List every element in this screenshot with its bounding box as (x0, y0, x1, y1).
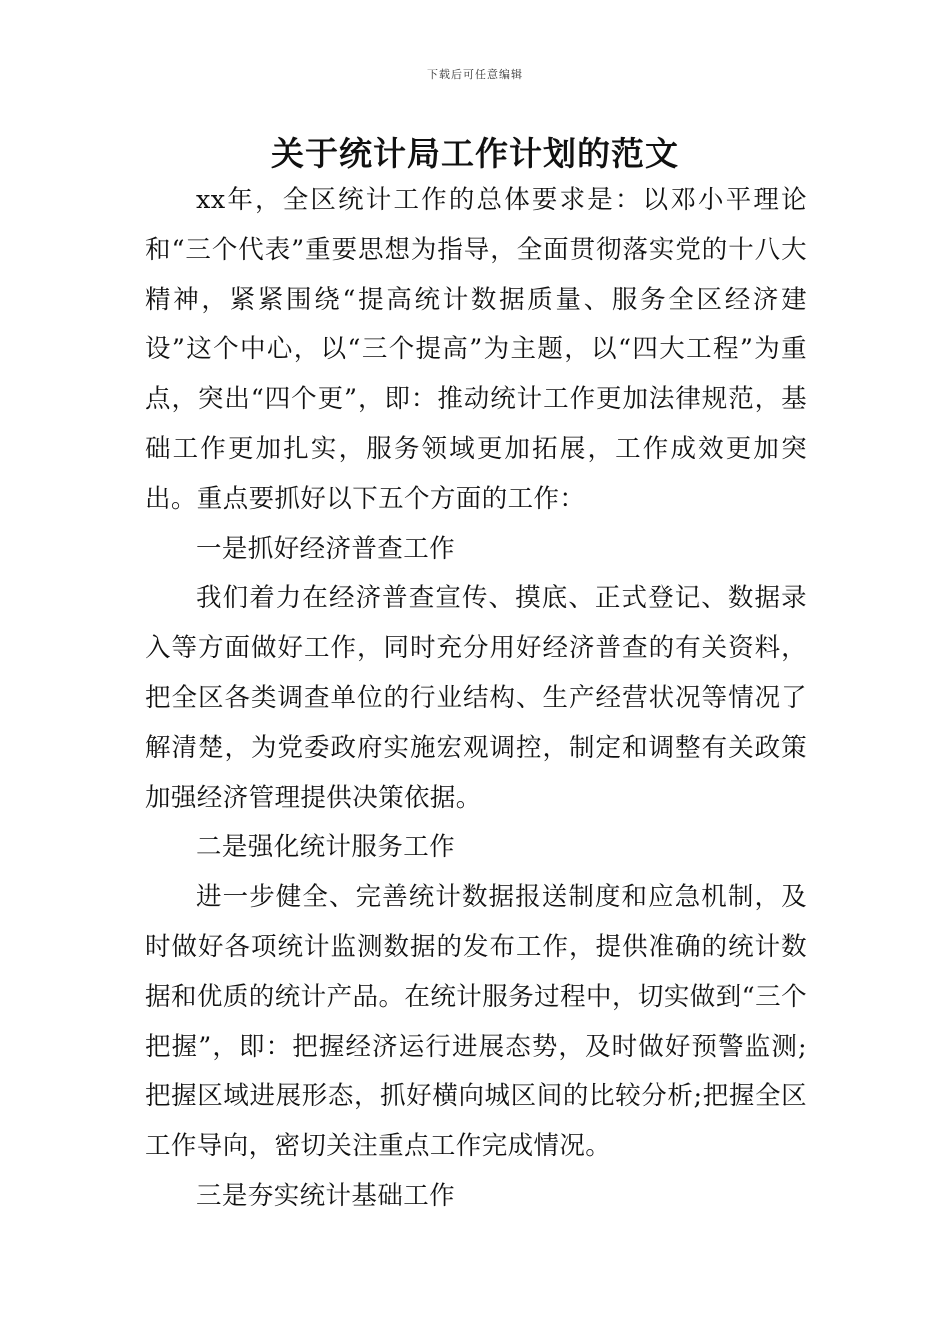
section-heading-3: 三是夯实统计基础工作 (196, 1180, 456, 1211)
section-heading-1: 一是抓好经济普查工作 (196, 533, 456, 564)
section-heading-2: 二是强化统计服务工作 (196, 832, 456, 863)
header-note: 下载后可任意编辑 (427, 68, 523, 81)
intro-paragraph: xx年，全区统计工作的总体要求是：以邓小平理论和“三个代表”重要思想为指导，全面贯彻落实党的十八大精神，紧紧围绕“提高统计数据质量、服务全区经济建设”这个中心，以“三个提高”为主题，以“四大工程”为重点，突出“四个更”，即：推动统计工作更加法律规范，基础工作更加扎实，服务领域更加拓展，工作成效更加突出。重点要抓好以下五个方面的工作： (145, 185, 807, 514)
document-body (145, 176, 807, 1222)
document-title: 关于统计局工作计划的范文 (271, 134, 679, 173)
section-paragraph-2: 进一步健全、完善统计数据报送制度和应急机制，及时做好各项统计监测数据的发布工作，提供准确的统计数据和优质的统计产品。在统计服务过程中，切实做到“三个把握”，即：把握经济运行进展态势，及时做好预警监测;把握区域进展形态，抓好横向城区间的比较分析;把握全区工作导向，密切关注重点工作完成情况。 (145, 882, 807, 1162)
section-paragraph-1: 我们着力在经济普查宣传、摸底、正式登记、数据录入等方面做好工作，同时充分用好经济普查的有关资料，把全区各类调查单位的行业结构、生产经营状况等情况了解清楚，为党委政府实施宏观调控，制定和调整有关政策加强经济管理提供决策依据。 (145, 583, 807, 813)
